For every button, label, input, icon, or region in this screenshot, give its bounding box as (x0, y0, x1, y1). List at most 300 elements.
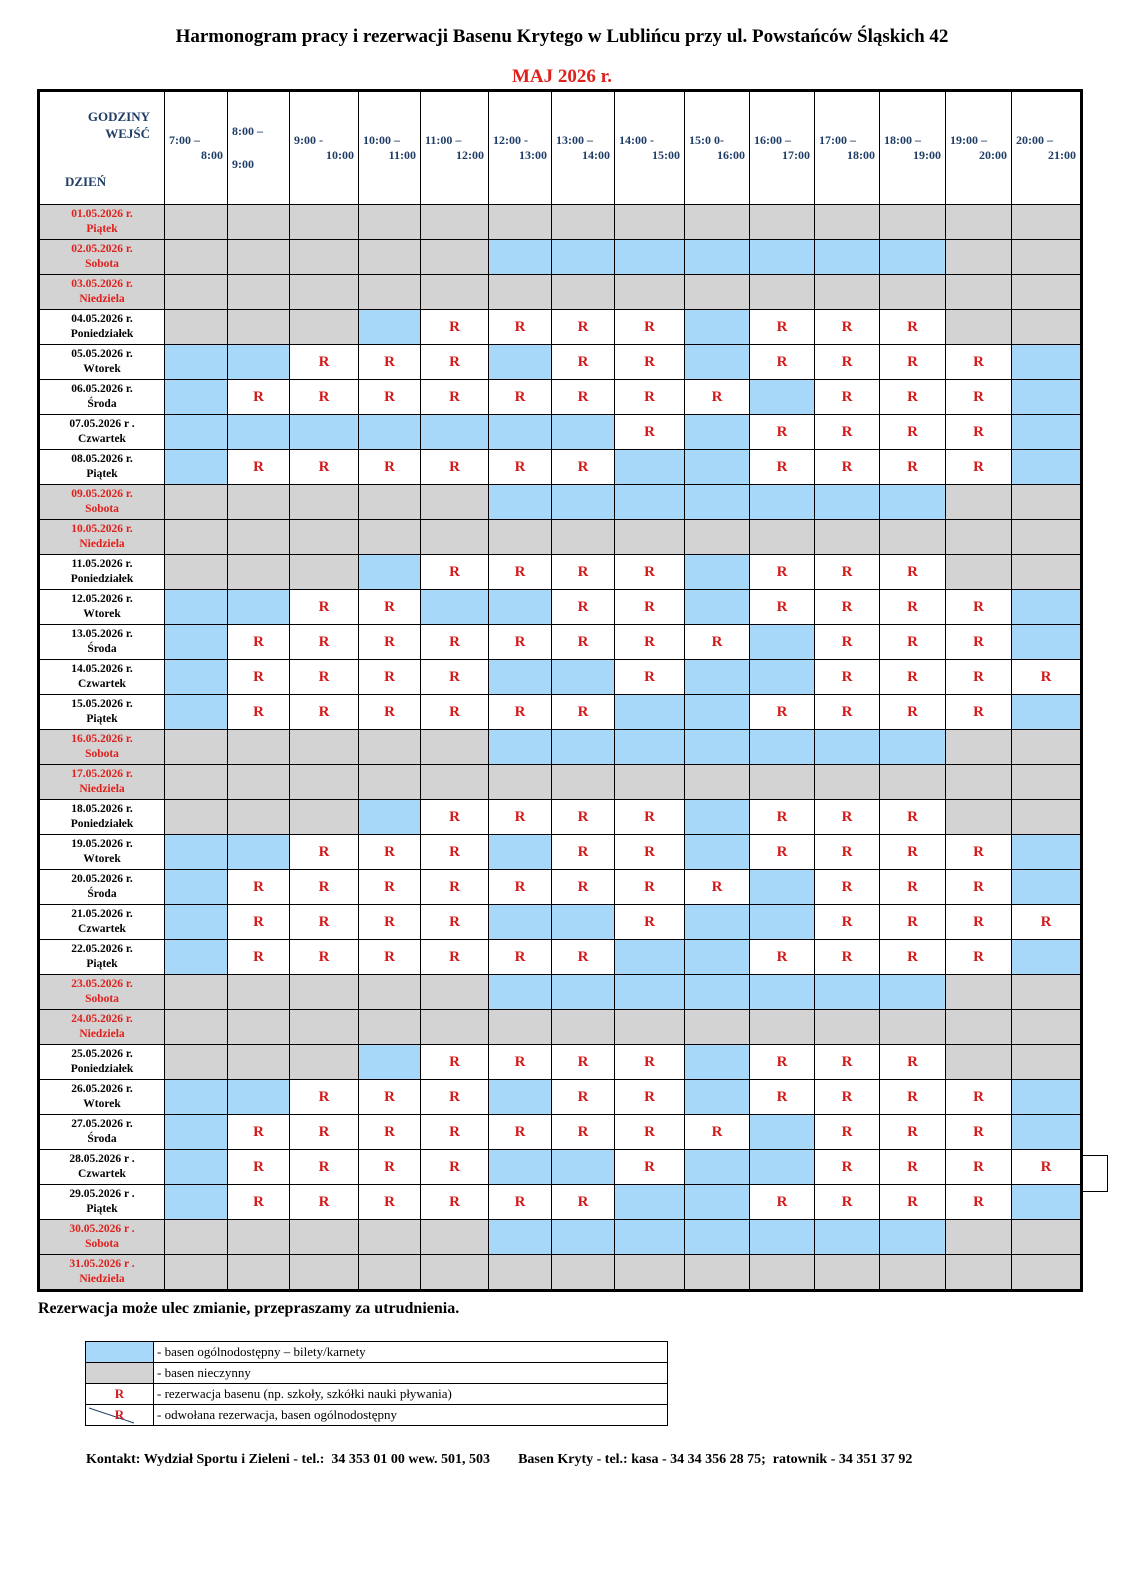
slot-reservation: R (359, 1115, 421, 1150)
slot-reservation: R (552, 450, 615, 485)
slot-reservation: R (946, 380, 1012, 415)
table-row (39, 380, 1082, 415)
slot-closed (946, 240, 1012, 275)
day-weekday: Niedziela (79, 293, 125, 305)
slot-closed (489, 1255, 552, 1291)
slot-closed (615, 205, 685, 240)
table-row (39, 1010, 1082, 1045)
slot-reservation: R (359, 1185, 421, 1220)
day-weekday: Piątek (86, 223, 118, 235)
hour-header (359, 91, 421, 205)
hour-start: 8:00 – (232, 124, 263, 138)
slot-reservation: R (685, 1115, 750, 1150)
slot-reservation: R (359, 590, 421, 625)
slot-closed (421, 1255, 489, 1291)
day-cell (39, 205, 165, 240)
slot-open (815, 240, 880, 275)
day-weekday: Czwartek (78, 678, 126, 690)
slot-closed (685, 205, 750, 240)
hour-start: 15:0 0- (689, 133, 724, 147)
hours-label: GODZINY WEJŚĆ (87, 109, 150, 141)
slot-closed (228, 1220, 290, 1255)
slot-closed (946, 1220, 1012, 1255)
day-date: 14.05.2026 r. (71, 663, 133, 675)
slot-reservation: R (290, 345, 359, 380)
slot-reservation: R (489, 625, 552, 660)
slot-reservation: R (750, 835, 815, 870)
slot-open (552, 1150, 615, 1185)
slot-closed (290, 1010, 359, 1045)
hour-start: 19:00 – (950, 133, 987, 147)
slot-open (489, 905, 552, 940)
slot-closed (946, 520, 1012, 555)
slot-reservation: R (946, 660, 1012, 695)
slot-closed (421, 485, 489, 520)
day-weekday: Niedziela (79, 1273, 125, 1285)
slot-open (165, 1115, 228, 1150)
day-weekday: Piątek (86, 468, 118, 480)
slot-reservation: R (615, 310, 685, 345)
slot-open (685, 1080, 750, 1115)
slot-closed (489, 520, 552, 555)
legend-swatch-open (86, 1342, 154, 1363)
slot-open (685, 1185, 750, 1220)
slot-reservation: R (290, 835, 359, 870)
slot-open (359, 555, 421, 590)
slot-reservation: R (228, 905, 290, 940)
slot-open (750, 870, 815, 905)
table-row (39, 310, 1082, 345)
table-row (39, 835, 1082, 870)
day-cell (39, 695, 165, 730)
slot-open (228, 415, 290, 450)
slot-closed (946, 485, 1012, 520)
slot-reservation: R (421, 695, 489, 730)
hour-start: 10:00 – (363, 133, 400, 147)
slot-open (750, 485, 815, 520)
slot-reservation: R (750, 450, 815, 485)
day-weekday: Sobota (85, 993, 119, 1005)
slot-open (880, 485, 946, 520)
slot-closed (421, 520, 489, 555)
day-cell (39, 730, 165, 765)
slot-reservation: R (421, 1150, 489, 1185)
slot-reservation: R (880, 940, 946, 975)
day-date: 06.05.2026 r. (71, 383, 133, 395)
hour-start: 9:00 - (294, 133, 323, 147)
slot-closed (880, 520, 946, 555)
slot-open (685, 975, 750, 1010)
slot-closed (165, 975, 228, 1010)
slot-reservation: R (359, 940, 421, 975)
slot-reservation: R (359, 905, 421, 940)
legend-text-reservation: - rezerwacja basenu (np. szkoły, szkółki nauki pływania) (154, 1384, 668, 1405)
slot-reservation: R (815, 1115, 880, 1150)
slot-reservation: R (880, 905, 946, 940)
slot-open (685, 695, 750, 730)
slot-reservation: R (552, 870, 615, 905)
day-weekday: Poniedziałek (70, 1063, 134, 1075)
day-cell (39, 380, 165, 415)
hour-end: 13:00 (519, 148, 547, 162)
slot-reservation: R (228, 695, 290, 730)
day-date: 27.05.2026 r. (71, 1118, 133, 1130)
slot-reservation: R (685, 870, 750, 905)
slot-reservation: R (750, 1080, 815, 1115)
slot-reservation: R (552, 345, 615, 380)
hour-header (290, 91, 359, 205)
schedule-body (39, 205, 1082, 1291)
slot-reservation: R (359, 835, 421, 870)
slot-closed (552, 765, 615, 800)
hour-start: 20:00 – (1016, 133, 1053, 147)
slot-reservation: R (815, 870, 880, 905)
slot-reservation: R (615, 905, 685, 940)
slot-open (685, 345, 750, 380)
hour-end: 9:00 (232, 157, 254, 171)
slot-open (815, 1220, 880, 1255)
slot-open (228, 835, 290, 870)
day-cell (39, 1115, 165, 1150)
hour-start: 18:00 – (884, 133, 921, 147)
slot-open (228, 345, 290, 380)
slot-reservation: R (228, 1115, 290, 1150)
slot-open (750, 625, 815, 660)
slot-closed (359, 765, 421, 800)
slot-open (685, 1150, 750, 1185)
slot-closed (685, 520, 750, 555)
table-row (39, 695, 1082, 730)
slot-closed (359, 1010, 421, 1045)
slot-reservation: R (552, 590, 615, 625)
day-cell (39, 1045, 165, 1080)
slot-reservation: R (615, 1045, 685, 1080)
slot-reservation: R (421, 345, 489, 380)
header-corner (39, 91, 165, 205)
slot-reservation: R (359, 625, 421, 660)
day-weekday: Czwartek (78, 433, 126, 445)
slot-closed (165, 310, 228, 345)
contact-sport-dept: Kontakt: Wydział Sportu i Zieleni - tel.: 34 353 01 00 wew. 501, 503 (86, 1452, 491, 1467)
month-title: MAJ 2026 r. (511, 66, 613, 87)
slot-closed (1012, 1045, 1082, 1080)
slot-closed (750, 1010, 815, 1045)
slot-reservation: R (880, 555, 946, 590)
slot-closed (421, 765, 489, 800)
slot-closed (946, 1010, 1012, 1045)
day-date: 03.05.2026 r. (71, 278, 133, 290)
slot-reservation: R (421, 1185, 489, 1220)
slot-reservation: R (880, 1045, 946, 1080)
slot-open (685, 415, 750, 450)
slot-reservation: R (815, 590, 880, 625)
slot-closed (1012, 975, 1082, 1010)
slot-open (615, 730, 685, 765)
slot-open (1012, 940, 1082, 975)
slot-reservation: R (421, 1045, 489, 1080)
slot-reservation: R (359, 380, 421, 415)
day-date: 09.05.2026 r. (71, 488, 133, 500)
slot-closed (165, 205, 228, 240)
slot-open (685, 485, 750, 520)
slot-reservation: R (290, 940, 359, 975)
slot-open (685, 730, 750, 765)
day-cell (39, 1220, 165, 1255)
day-cell (39, 555, 165, 590)
day-weekday: Czwartek (78, 923, 126, 935)
slot-open (615, 975, 685, 1010)
slot-closed (1012, 205, 1082, 240)
slot-reservation: R (815, 380, 880, 415)
day-weekday: Piątek (86, 1203, 118, 1215)
slot-closed (228, 555, 290, 590)
slot-reservation: R (815, 1080, 880, 1115)
slot-closed (165, 765, 228, 800)
hour-header (685, 91, 750, 205)
slot-closed (228, 765, 290, 800)
slot-open (615, 240, 685, 275)
slot-open (1012, 835, 1082, 870)
day-cell (39, 1185, 165, 1220)
table-row (39, 415, 1082, 450)
slot-reservation: R (228, 940, 290, 975)
slot-reservation: R (815, 310, 880, 345)
day-cell (39, 240, 165, 275)
slot-reservation: R (615, 800, 685, 835)
slot-open (615, 450, 685, 485)
hour-end: 20:00 (979, 148, 1007, 162)
day-date: 17.05.2026 r. (71, 768, 133, 780)
slot-closed (946, 275, 1012, 310)
slot-reservation: R (489, 800, 552, 835)
slot-open (552, 905, 615, 940)
day-cell (39, 625, 165, 660)
slot-reservation: R (615, 380, 685, 415)
slot-open (750, 730, 815, 765)
slot-closed (1012, 310, 1082, 345)
slot-reservation: R (228, 1150, 290, 1185)
hour-start: 7:00 – (169, 133, 200, 147)
table-row (39, 625, 1082, 660)
slot-open (615, 940, 685, 975)
slot-reservation: R (290, 625, 359, 660)
table-row (39, 800, 1082, 835)
slot-open (685, 1220, 750, 1255)
slot-reservation: R (946, 590, 1012, 625)
day-weekday: Niedziela (79, 1028, 125, 1040)
slot-reservation: R (815, 415, 880, 450)
slot-closed (165, 1045, 228, 1080)
slot-closed (421, 240, 489, 275)
table-row (39, 1150, 1082, 1185)
day-weekday: Środa (87, 643, 117, 655)
slot-reservation: R (290, 660, 359, 695)
slot-reservation: R (228, 380, 290, 415)
slot-open (165, 450, 228, 485)
slot-reservation: R (946, 415, 1012, 450)
slot-open (750, 380, 815, 415)
slot-reservation: R (489, 695, 552, 730)
slot-open (880, 1220, 946, 1255)
slot-reservation: R (946, 345, 1012, 380)
slot-open (165, 905, 228, 940)
slot-open (552, 485, 615, 520)
slot-reservation: R (290, 1185, 359, 1220)
table-row (39, 485, 1082, 520)
table-edge-artifact (1080, 1155, 1108, 1192)
slot-reservation: R (489, 870, 552, 905)
slot-closed (750, 275, 815, 310)
slot-closed (290, 730, 359, 765)
slot-closed (946, 1255, 1012, 1291)
slot-closed (1012, 730, 1082, 765)
slot-reservation: R (615, 1080, 685, 1115)
slot-reservation: R (815, 555, 880, 590)
day-weekday: Sobota (85, 503, 119, 515)
day-cell (39, 1010, 165, 1045)
slot-closed (815, 275, 880, 310)
slot-reservation: R (615, 625, 685, 660)
slot-reservation: R (228, 870, 290, 905)
slot-closed (228, 240, 290, 275)
day-date: 31.05.2026 r . (69, 1258, 135, 1270)
slot-open (685, 450, 750, 485)
slot-reservation: R (750, 555, 815, 590)
slot-open (880, 975, 946, 1010)
slot-reservation: R (880, 660, 946, 695)
slot-open (489, 835, 552, 870)
slot-closed (359, 240, 421, 275)
slot-closed (552, 205, 615, 240)
slot-reservation: R (946, 695, 1012, 730)
slot-closed (228, 1010, 290, 1045)
table-row (39, 520, 1082, 555)
day-weekday: Sobota (85, 258, 119, 270)
slot-closed (228, 975, 290, 1010)
slot-closed (815, 765, 880, 800)
day-date: 21.05.2026 r. (71, 908, 133, 920)
slot-reservation: R (421, 1080, 489, 1115)
slot-reservation: R (421, 625, 489, 660)
slot-reservation: R (290, 1080, 359, 1115)
slot-reservation: R (880, 800, 946, 835)
slot-reservation: R (815, 1185, 880, 1220)
slot-closed (880, 765, 946, 800)
day-date: 20.05.2026 r. (71, 873, 133, 885)
slot-closed (165, 520, 228, 555)
slot-closed (165, 275, 228, 310)
day-date: 25.05.2026 r. (71, 1048, 133, 1060)
slot-reservation: R (1012, 905, 1082, 940)
slot-reservation: R (880, 835, 946, 870)
page-title: Harmonogram pracy i rezerwacji Basenu Krytego w Lublińcu przy ul. Powstańców Śląskich 42 (175, 26, 949, 47)
slot-reservation: R (815, 940, 880, 975)
slot-reservation: R (552, 555, 615, 590)
slot-open (1012, 1185, 1082, 1220)
slot-closed (359, 730, 421, 765)
slot-open (165, 1185, 228, 1220)
slot-closed (880, 275, 946, 310)
slot-open (750, 1115, 815, 1150)
slot-closed (815, 1255, 880, 1291)
slot-reservation: R (815, 450, 880, 485)
slot-closed (165, 1010, 228, 1045)
day-weekday: Piątek (86, 713, 118, 725)
table-row (39, 660, 1082, 695)
slot-reservation: R (815, 660, 880, 695)
slot-open (165, 660, 228, 695)
table-row (39, 240, 1082, 275)
slot-closed (421, 1010, 489, 1045)
slot-open (165, 590, 228, 625)
slot-open (685, 835, 750, 870)
slot-reservation: R (946, 1115, 1012, 1150)
slot-closed (685, 1010, 750, 1045)
legend-row-open (86, 1342, 668, 1363)
slot-closed (421, 1220, 489, 1255)
slot-reservation: R (615, 870, 685, 905)
slot-reservation: R (615, 415, 685, 450)
slot-open (1012, 590, 1082, 625)
table-row (39, 905, 1082, 940)
slot-closed (750, 520, 815, 555)
slot-reservation: R (489, 380, 552, 415)
day-date: 05.05.2026 r. (71, 348, 133, 360)
slot-closed (880, 1255, 946, 1291)
slot-open (815, 485, 880, 520)
slot-closed (1012, 240, 1082, 275)
slot-reservation: R (750, 415, 815, 450)
slot-open (1012, 415, 1082, 450)
slot-closed (165, 800, 228, 835)
table-row (39, 870, 1082, 905)
slot-reservation: R (815, 695, 880, 730)
slot-reservation: R (815, 835, 880, 870)
day-weekday: Piątek (86, 958, 118, 970)
slot-reservation: R (750, 590, 815, 625)
slot-reservation: R (359, 1150, 421, 1185)
slot-closed (489, 765, 552, 800)
hour-header (421, 91, 489, 205)
slot-open (880, 730, 946, 765)
contact-pool: Basen Kryty - tel.: kasa - 34 34 356 28 75; ratownik - 34 351 37 92 (518, 1452, 913, 1467)
slot-reservation: R (750, 1045, 815, 1080)
slot-closed (615, 1255, 685, 1291)
slot-reservation: R (815, 625, 880, 660)
hour-start: 12:00 - (493, 133, 528, 147)
slot-open (489, 240, 552, 275)
day-weekday: Wtorek (83, 363, 121, 375)
slot-open (359, 310, 421, 345)
legend-row-cancelled (86, 1405, 668, 1426)
slot-reservation: R (750, 345, 815, 380)
slot-closed (290, 1045, 359, 1080)
legend-text-open: - basen ogólnodostępny – bilety/karnety (154, 1342, 668, 1363)
slot-closed (750, 1255, 815, 1291)
day-date: 19.05.2026 r. (71, 838, 133, 850)
slot-reservation: R (880, 450, 946, 485)
slot-open (750, 240, 815, 275)
slot-closed (1012, 1220, 1082, 1255)
slot-closed (290, 275, 359, 310)
slot-reservation: R (946, 1150, 1012, 1185)
slot-reservation: R (552, 835, 615, 870)
day-weekday: Wtorek (83, 853, 121, 865)
table-row (39, 940, 1082, 975)
slot-closed (880, 205, 946, 240)
slot-reservation: R (228, 625, 290, 660)
table-row (39, 590, 1082, 625)
